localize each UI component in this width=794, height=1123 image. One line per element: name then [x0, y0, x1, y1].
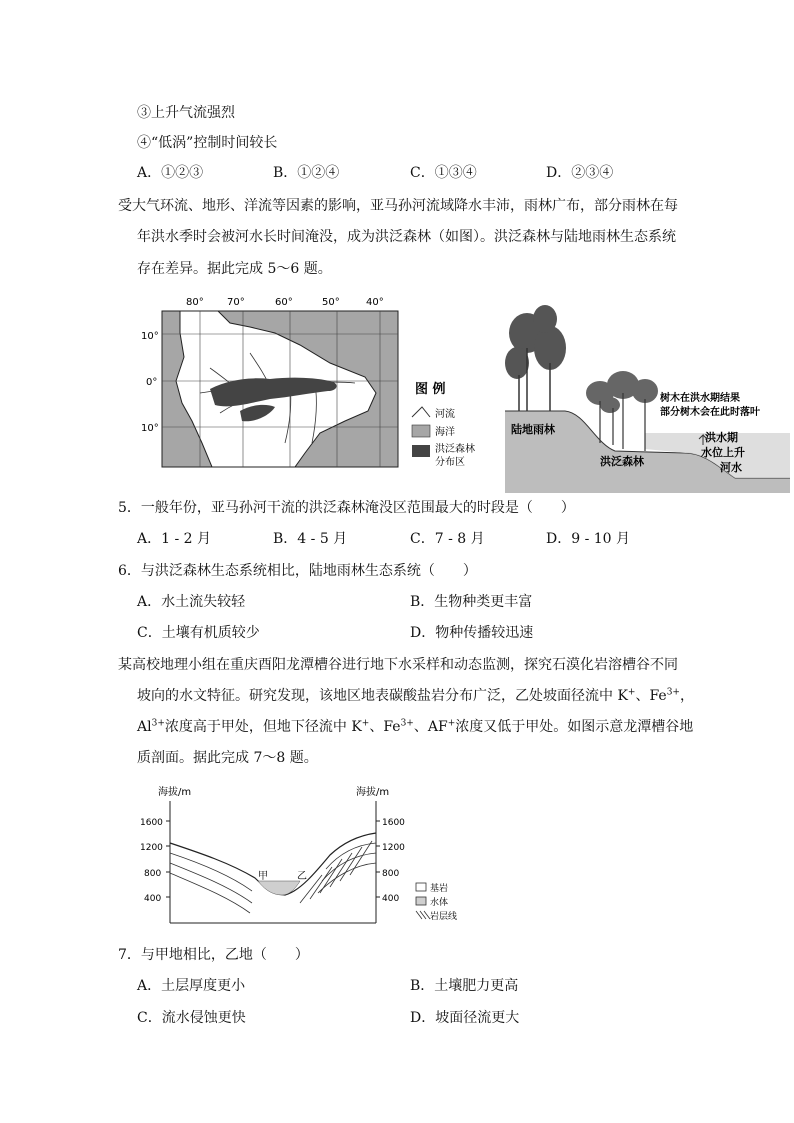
tick-right-800: 800: [382, 869, 400, 879]
lon-label-80: 80°: [186, 297, 204, 308]
land-rainforest-trees: [505, 305, 566, 379]
q7-stem: 7．与甲地相比，乙地（ ）: [118, 947, 309, 963]
label-river: 河水: [720, 461, 742, 474]
legend-ocean: 海洋: [435, 427, 455, 438]
lon-label-60: 60°: [275, 297, 293, 308]
lon-label-70: 70°: [227, 297, 245, 308]
legend-water: 水体: [430, 898, 449, 908]
lat-label-10s: 10°: [141, 423, 159, 434]
q5-stem: 5．一般年份，亚马孙河干流的洪泛森林淹没区范围最大的时段是（ ）: [118, 500, 575, 516]
tick-left-1200: 1200: [140, 843, 163, 853]
option-statement-4: ④“低涡”控制时间较长: [137, 135, 278, 151]
legend-strata: 岩层线: [430, 912, 458, 922]
passage2-line3: $Al^{3+}$浓度高于甲处，但地下径流中 K+、$Fe^{3+}$、AF+浓度又低于甲处。如图示意龙潭槽谷地: [137, 718, 694, 735]
lon-label-40: 40°: [366, 297, 384, 308]
map-legend: [412, 381, 475, 468]
passage2-line2: 坡向的水文特征。研究发现，该地区地表碳酸盐岩分布广泛，乙处坡面径流中 K+、$Fe^{3+}$，: [137, 687, 694, 704]
label-land-rainforest: 陆地雨林: [511, 423, 555, 436]
legend-river: 河流: [435, 409, 455, 420]
q4-option-b[interactable]: B．①②④: [273, 165, 340, 181]
floodplain-profile-figure: [505, 293, 790, 493]
q6-option-a[interactable]: A．水土流失较轻: [137, 594, 246, 610]
passage1-line3: 存在差异。据此完成 5～6 题。: [137, 261, 332, 277]
y-axis-right-label: 海拔/m: [356, 787, 390, 798]
tick-right-1200: 1200: [382, 843, 405, 853]
geo-legend: [416, 882, 457, 922]
label-flood-2: 水位上升: [701, 446, 745, 459]
passage1-line1: 受大气环流、地形、洋流等因素的影响，亚马孙河流域降水丰沛，雨林广布，部分雨林在每: [118, 198, 678, 214]
passage2-line4: 质剖面。据此完成 7～8 题。: [137, 750, 318, 766]
label-flood-1: 洪水期: [705, 431, 738, 444]
q5-option-a[interactable]: A．1 - 2 月: [137, 531, 212, 547]
tick-left-800: 800: [144, 869, 162, 879]
q5-option-c[interactable]: C．7 - 8 月: [410, 531, 485, 547]
water-body: [258, 881, 300, 895]
q7-option-b[interactable]: B．土壤肥力更高: [410, 978, 519, 994]
geologic-profile-figure: [140, 783, 470, 933]
tick-left-400: 400: [144, 894, 162, 904]
passage2-line1: 某高校地理小组在重庆酉阳龙潭槽谷进行地下水采样和动态监测，探究石漠化岩溶槽谷不同: [118, 657, 678, 673]
label-jia: 甲: [258, 871, 268, 882]
map-frame: [162, 311, 398, 467]
q4-option-a[interactable]: A．①②③: [137, 165, 204, 181]
label-flood-forest: 洪泛森林: [600, 455, 644, 468]
note-line-2: 部分树木会在此时落叶: [660, 407, 760, 418]
tick-right-1600: 1600: [382, 818, 405, 828]
q4-option-c[interactable]: C．①③④: [410, 165, 477, 181]
legend-bedrock: 基岩: [430, 884, 449, 894]
flood-forest-trees: [586, 371, 658, 413]
y-axis-left-label: 海拔/m: [158, 787, 192, 798]
q6-option-b[interactable]: B．生物种类更丰富: [410, 594, 533, 610]
tick-right-400: 400: [382, 894, 400, 904]
q5-option-d[interactable]: D．9 - 10 月: [546, 531, 631, 547]
note-line-1: 树木在洪水期结果: [660, 393, 740, 404]
q5-option-b[interactable]: B．4 - 5 月: [273, 531, 348, 547]
lat-label-0: 0°: [146, 377, 158, 388]
q6-stem: 6．与洪泛森林生态系统相比，陆地雨林生态系统（ ）: [118, 563, 477, 579]
q6-option-d[interactable]: D．物种传播较迅速: [410, 625, 534, 641]
label-yi: 乙: [297, 871, 307, 882]
passage1-line2: 年洪水季时会被河水长时间淹没，成为洪泛森林（如图）。洪泛森林与陆地雨林生态系统: [137, 229, 676, 245]
q7-option-a[interactable]: A．土层厚度更小: [137, 978, 246, 994]
legend-forest-2: 分布区: [435, 457, 465, 468]
q7-option-c[interactable]: C．流水侵蚀更快: [137, 1010, 246, 1026]
lat-label-10n: 10°: [141, 331, 159, 342]
q7-option-d[interactable]: D．坡面径流更大: [410, 1010, 520, 1026]
legend-title: 图 例: [415, 382, 446, 397]
tick-left-1600: 1600: [140, 818, 163, 828]
option-statement-3: ③上升气流强烈: [137, 105, 235, 121]
q4-option-d[interactable]: D．②③④: [546, 165, 614, 181]
q6-option-c[interactable]: C．土壤有机质较少: [137, 625, 260, 641]
lon-label-50: 50°: [322, 297, 340, 308]
amazon-map-figure: [140, 293, 485, 473]
legend-forest-1: 洪泛森林: [435, 444, 475, 455]
